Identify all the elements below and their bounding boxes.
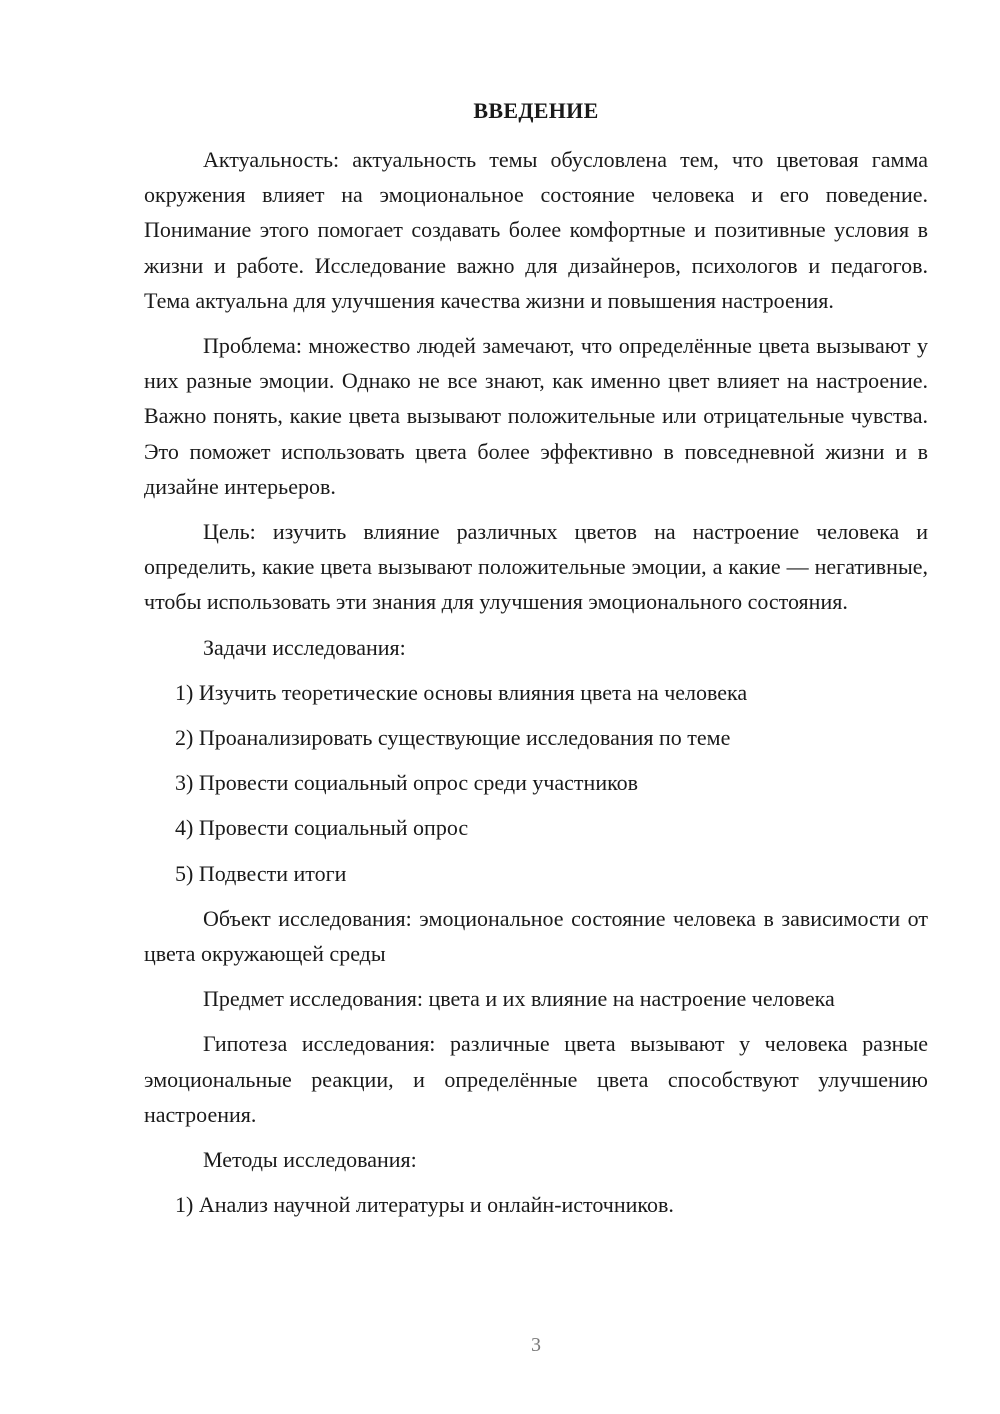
task-item: 4) Провести социальный опрос xyxy=(175,815,469,841)
section-heading: ВВЕДЕНИЕ xyxy=(473,98,599,123)
object-paragraph: Объект исследования: эмоциональное состояние человека в зависимости от цвета окружающей среды xyxy=(144,905,928,967)
page-number: 3 xyxy=(531,1334,541,1356)
problem-paragraph: Проблема: множество людей замечают, что определённые цвета вызывают у них разные эмоции. Однако не все знают, как именно цвет влияет на настроение. Важно понять, какие цвета вызывают положительные или отрицательные чувства. Это поможет использовать цвета более эффективно в повседневной жизни и в дизайне интерьеров. xyxy=(144,333,928,499)
task-item: 3) Провести социальный опрос среди участников xyxy=(175,770,639,796)
task-item: 1) Изучить теоретические основы влияния цвета на человека xyxy=(175,679,748,705)
task-item: 5) Подвести итоги xyxy=(175,860,347,886)
task-item: 2) Проанализировать существующие исследования по теме xyxy=(175,725,731,751)
goal-paragraph: Цель: изучить влияние различных цветов на настроение человека и определить, какие цвета вызывают положительные эмоции, а какие — негативные, чтобы использовать эти знания для улучшения эмоционального состояния. xyxy=(144,519,928,615)
subject-paragraph: Предмет исследования: цвета и их влияние на настроение человека xyxy=(203,986,835,1012)
hypothesis-paragraph: Гипотеза исследования: различные цвета вызывают у человека разные эмоциональные реакции, и определённые цвета способствуют улучшению настроения. xyxy=(144,1031,928,1127)
relevance-paragraph: Актуальность: актуальность темы обусловлена тем, что цветовая гамма окружения влияет на эмоциональное состояние человека и его поведение. Понимание этого помогает создавать более комфортные и позитивные условия в жизни и работе. Исследование важно для дизайнеров, психологов и педагогов. Тема актуальна для улучшения качества жизни и повышения настроения. xyxy=(144,147,928,313)
methods-title: Методы исследования: xyxy=(203,1147,417,1173)
tasks-title: Задачи исследования: xyxy=(203,634,406,660)
body-text xyxy=(144,142,928,1232)
method-item: 1) Анализ научной литературы и онлайн-источников. xyxy=(175,1192,674,1218)
